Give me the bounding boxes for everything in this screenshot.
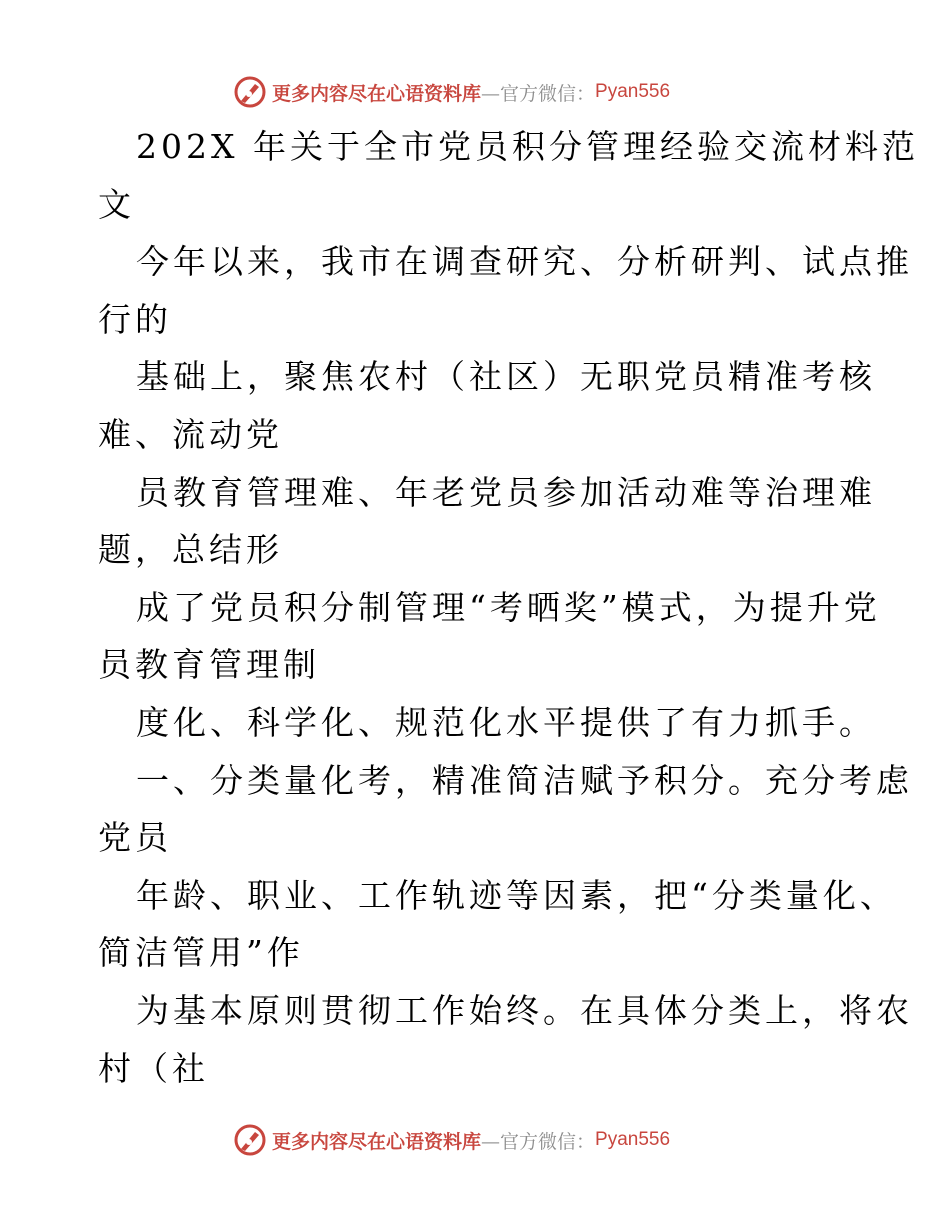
watermark-dash: — — [481, 1130, 501, 1153]
text-line: 村（社 — [98, 1048, 209, 1088]
document-body — [98, 118, 919, 1097]
text-line: 成了党员积分制管理“考晒奖”模式，为提升党 — [136, 587, 881, 627]
watermark-dash: — — [481, 82, 501, 105]
text-line: 难、流动党 — [98, 414, 283, 454]
text-line: 行的 — [98, 299, 172, 339]
text-line: 今年以来，我市在调查研究、分析研判、试点推 — [136, 242, 913, 282]
text-line: 年龄、职业、工作轨迹等因素，把“分类量化、 — [136, 875, 897, 915]
watermark-wechat-id: Pyan556 — [595, 81, 671, 102]
watermark-suffix: 官方微信： — [500, 1130, 596, 1153]
text-line: 文 — [98, 184, 135, 224]
watermark-prefix: 更多内容尽在心语资料库 — [272, 1130, 482, 1153]
text-line: 简洁管用”作 — [98, 933, 304, 973]
watermark-prefix: 更多内容尽在心语资料库 — [272, 82, 482, 105]
text-line: 度化、科学化、规范化水平提供了有力抓手。 — [136, 702, 876, 742]
watermark-wechat-id: Pyan556 — [595, 1129, 671, 1150]
pen-circle-logo-icon — [232, 74, 268, 110]
text-line: 党员 — [98, 818, 172, 858]
text-line: 基础上，聚焦农村（社区）无职党员精准考核 — [136, 357, 876, 397]
text-line: 202X 年关于全市党员积分管理经验交流材料范 — [136, 127, 919, 166]
footer-watermark — [232, 1120, 752, 1160]
watermark-text — [272, 79, 595, 106]
text-line: 一、分类量化考，精准简洁赋予积分。充分考虑 — [136, 760, 913, 800]
text-line: 员教育管理难、年老党员参加活动难等治理难 — [136, 472, 876, 512]
text-line: 为基本原则贯彻工作始终。在具体分类上，将农 — [136, 990, 913, 1030]
text-line: 员教育管理制 — [98, 645, 320, 685]
watermark-suffix: 官方微信： — [500, 82, 596, 105]
header-watermark — [232, 72, 752, 112]
pen-circle-logo-icon — [232, 1122, 268, 1158]
watermark-text — [272, 1127, 595, 1154]
text-line: 题，总结形 — [98, 530, 283, 570]
